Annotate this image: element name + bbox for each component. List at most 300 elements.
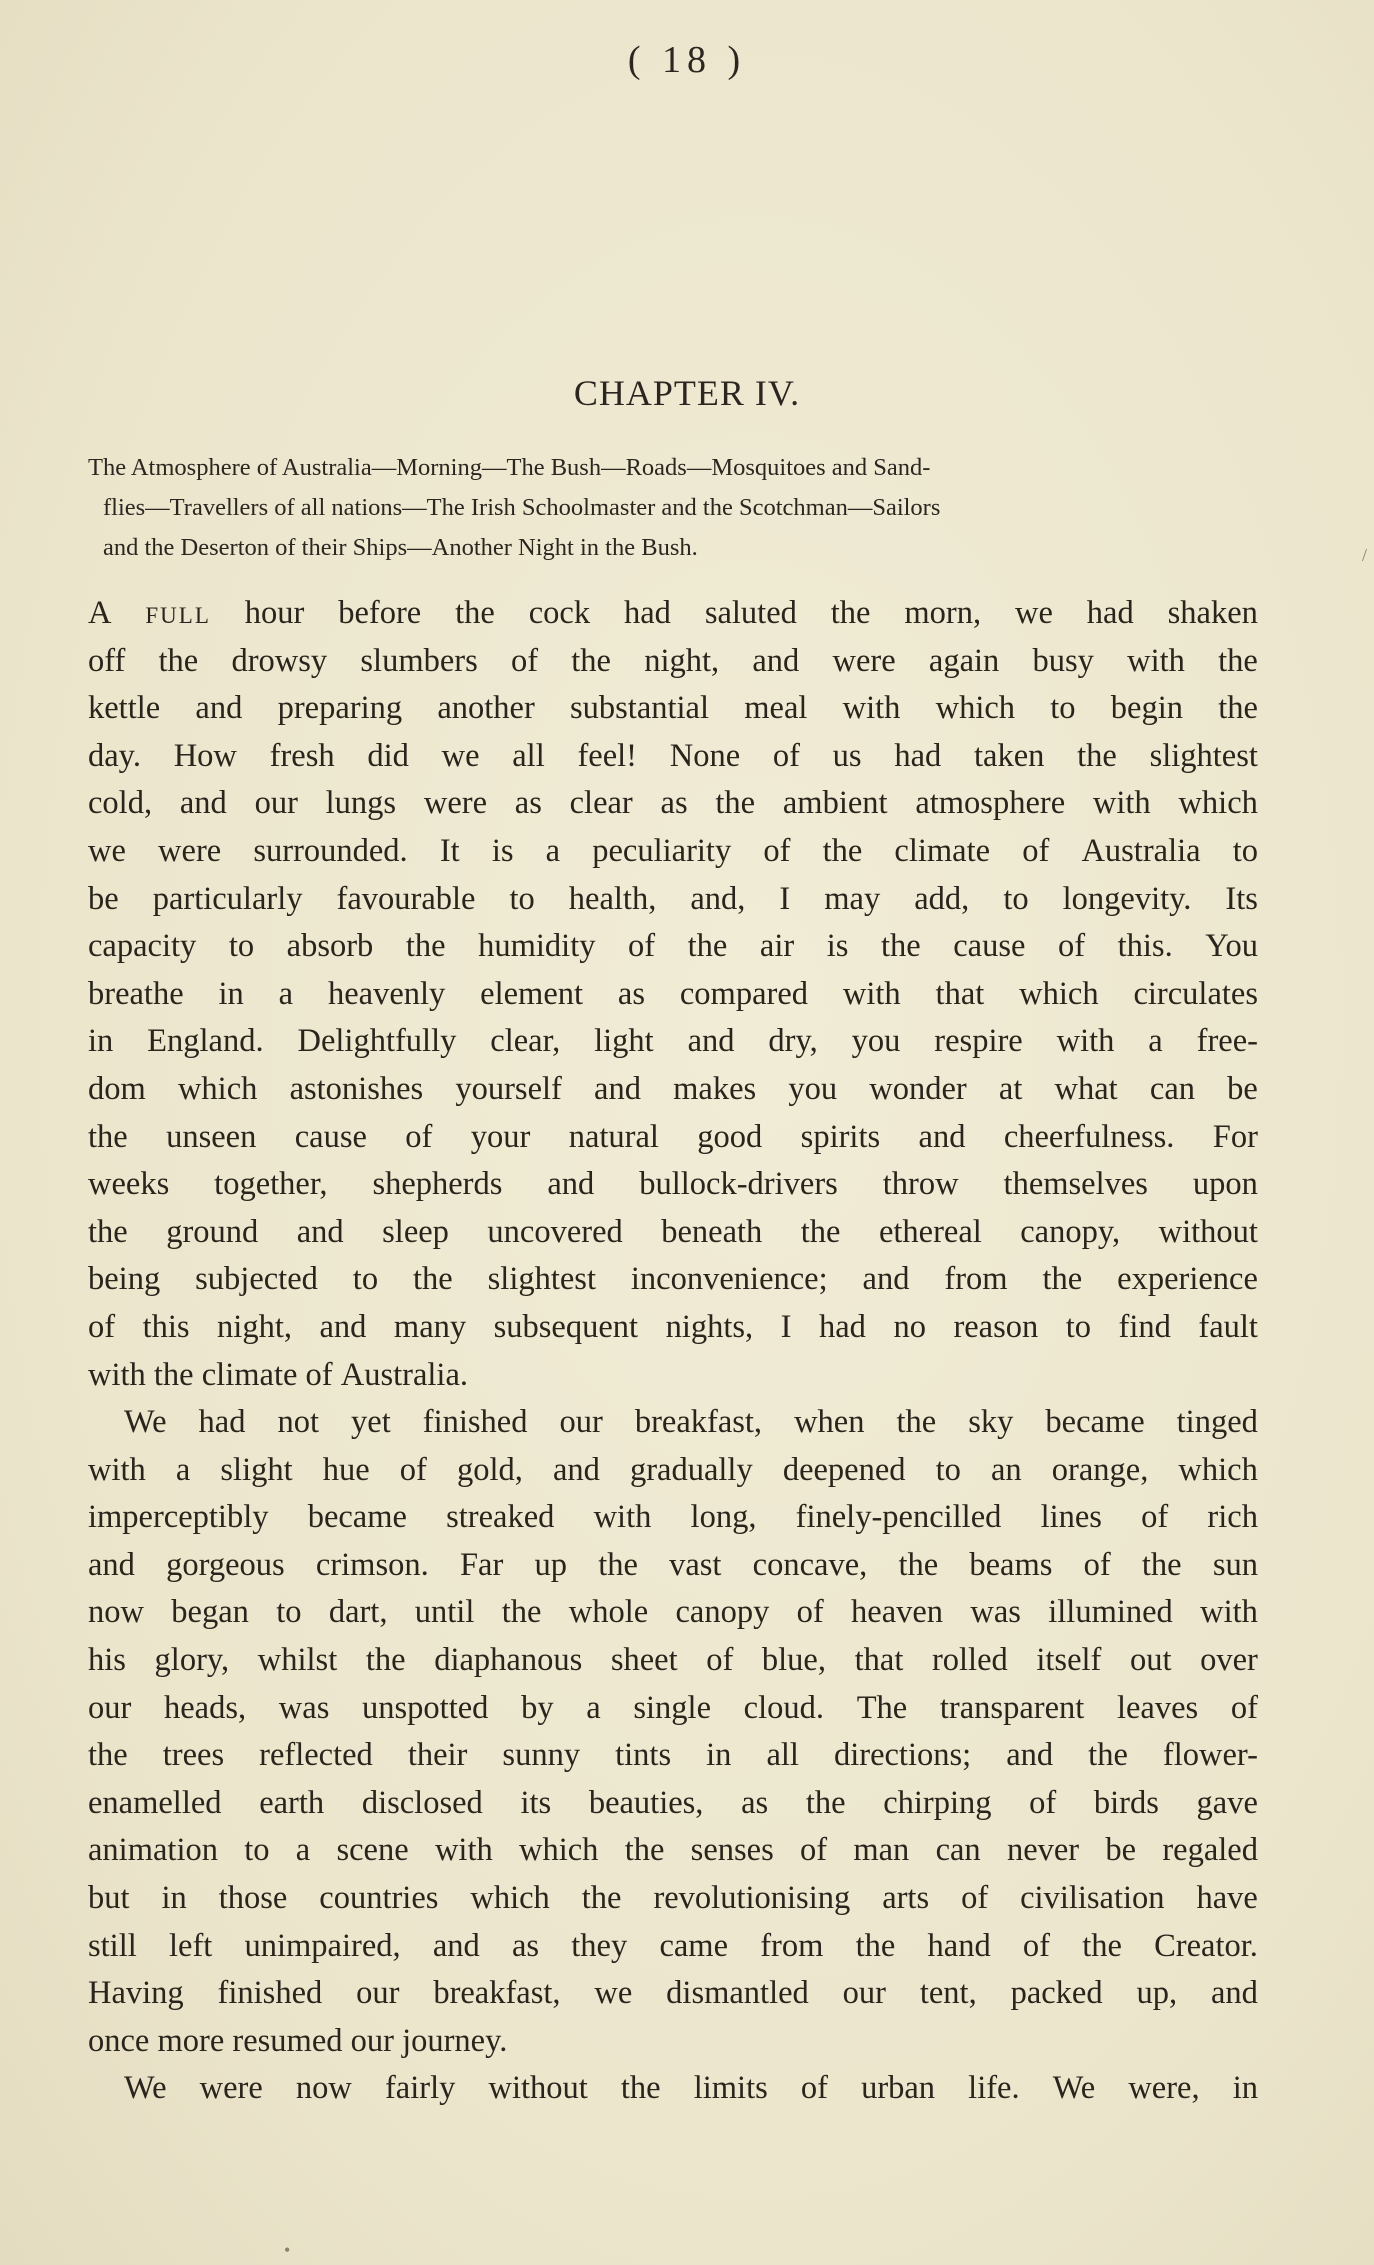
word: an bbox=[990, 1451, 1022, 1488]
word: we bbox=[594, 1975, 633, 2012]
word: the bbox=[501, 1594, 542, 1631]
word: a bbox=[175, 1451, 191, 1488]
word: whilst bbox=[257, 1642, 338, 1679]
word: revolutionising bbox=[653, 1880, 851, 1917]
word: of bbox=[88, 1308, 116, 1345]
word: blue, bbox=[761, 1642, 826, 1679]
page-number: ( 18 ) bbox=[627, 39, 747, 81]
body-text bbox=[88, 590, 1258, 2113]
text-line bbox=[88, 2018, 1258, 2066]
word: dom bbox=[88, 1070, 146, 1107]
word: a bbox=[586, 1689, 601, 1726]
word: gorgeous bbox=[166, 1546, 285, 1583]
word: tints bbox=[615, 1737, 672, 1774]
word: trees bbox=[162, 1737, 225, 1774]
word: the bbox=[896, 1404, 937, 1441]
word: humidity bbox=[478, 928, 596, 965]
word: to bbox=[1065, 1308, 1092, 1345]
word: can bbox=[935, 1832, 981, 1869]
word: a bbox=[295, 1832, 311, 1869]
word: of bbox=[1230, 1689, 1258, 1726]
word: without bbox=[1158, 1213, 1258, 1250]
word: together, bbox=[214, 1166, 328, 1203]
word: with bbox=[1200, 1594, 1258, 1631]
word: never bbox=[1006, 1832, 1080, 1869]
word: of bbox=[305, 1356, 333, 1393]
word: left bbox=[168, 1927, 213, 1964]
word: of bbox=[772, 737, 800, 774]
word: canopy bbox=[675, 1594, 770, 1631]
word: The bbox=[856, 1689, 908, 1726]
word: urban bbox=[861, 2070, 936, 2107]
word: we bbox=[441, 737, 480, 774]
word: the bbox=[1082, 1927, 1122, 1964]
word: as bbox=[617, 975, 645, 1012]
word: in bbox=[218, 975, 244, 1012]
text-line bbox=[88, 1970, 1258, 2018]
word: the bbox=[855, 1927, 896, 1964]
word: of bbox=[1022, 832, 1050, 869]
word: with bbox=[593, 1499, 652, 1536]
word: packed bbox=[1010, 1975, 1103, 2012]
word: our bbox=[88, 1689, 132, 1726]
word: unseen bbox=[166, 1118, 257, 1155]
word: and bbox=[432, 1927, 480, 1964]
word: peculiarity bbox=[592, 832, 732, 869]
text-line bbox=[88, 1589, 1258, 1637]
word: earth bbox=[259, 1784, 325, 1821]
margin-dot: • bbox=[284, 2240, 291, 2260]
chapter-synopsis bbox=[88, 448, 1258, 568]
word: to bbox=[228, 928, 255, 965]
word: and bbox=[1006, 1737, 1054, 1774]
word: was bbox=[970, 1594, 1021, 1631]
word: of bbox=[1057, 928, 1086, 965]
word: crimson. bbox=[315, 1546, 429, 1583]
word: the bbox=[800, 1213, 841, 1250]
word: in bbox=[88, 1023, 114, 1060]
word: be bbox=[1105, 1832, 1137, 1869]
word: disclosed bbox=[361, 1784, 483, 1821]
word: became bbox=[1045, 1404, 1145, 1441]
word: our bbox=[559, 1404, 603, 1441]
word: civilisation bbox=[1020, 1880, 1165, 1917]
word: as bbox=[511, 1927, 540, 1964]
text-line bbox=[88, 1637, 1258, 1685]
word: clear bbox=[569, 785, 633, 822]
word: themselves bbox=[1003, 1166, 1148, 1203]
word: and bbox=[296, 1213, 344, 1250]
word: begin bbox=[1110, 690, 1183, 727]
word: cheerfulness. bbox=[1003, 1118, 1175, 1155]
word: England. bbox=[147, 1023, 264, 1060]
word: limits bbox=[693, 2070, 768, 2107]
word: finished bbox=[217, 1975, 323, 2012]
word: senses bbox=[690, 1832, 774, 1869]
word: day. bbox=[88, 737, 141, 774]
synopsis-line: flies—Travellers of all nations—The Irish Schoolmaster and the Scotchman—Sailors bbox=[103, 494, 941, 521]
word: the bbox=[88, 1118, 128, 1155]
word: by bbox=[521, 1689, 554, 1726]
synopsis-line: and the Deserton of their Ships—Another Night in the Bush. bbox=[103, 534, 698, 561]
word: inconvenience; bbox=[630, 1261, 828, 1298]
word: animation bbox=[88, 1832, 218, 1869]
synopsis-line: The Atmosphere of Australia—Morning—The Bush—Roads—Mosquitoes and Sand- bbox=[88, 454, 931, 481]
word: slumbers bbox=[360, 642, 478, 679]
word: the bbox=[413, 1261, 453, 1298]
word: with bbox=[842, 975, 901, 1012]
text-line bbox=[88, 828, 1258, 876]
word: to bbox=[244, 1832, 270, 1869]
text-line bbox=[88, 638, 1258, 686]
word: shaken bbox=[1167, 595, 1258, 631]
word: have bbox=[1196, 1880, 1258, 1917]
word: How bbox=[173, 737, 237, 774]
word: the bbox=[405, 928, 446, 965]
word: another bbox=[437, 690, 535, 727]
word: lungs bbox=[325, 785, 397, 822]
word: and, bbox=[690, 880, 746, 917]
opening-word: full bbox=[145, 595, 211, 631]
word: be bbox=[88, 880, 119, 917]
word: the bbox=[805, 1784, 846, 1821]
word: feel! bbox=[577, 737, 637, 774]
word: add, bbox=[914, 880, 970, 917]
text-line bbox=[88, 1685, 1258, 1733]
word: imperceptibly bbox=[88, 1499, 269, 1536]
text-line bbox=[88, 1827, 1258, 1875]
word: to bbox=[1003, 880, 1029, 917]
word: Australia bbox=[1081, 832, 1201, 869]
text-line bbox=[88, 1494, 1258, 1542]
text-line bbox=[88, 1256, 1258, 1304]
word: ethereal bbox=[878, 1213, 982, 1250]
word: what bbox=[1054, 1070, 1118, 1107]
word: from bbox=[944, 1261, 1008, 1298]
word: heaven bbox=[851, 1594, 944, 1631]
word: of bbox=[796, 1594, 824, 1631]
word: being bbox=[88, 1261, 161, 1298]
word: of bbox=[961, 1880, 989, 1917]
word: the bbox=[620, 2070, 661, 2107]
word: regaled bbox=[1162, 1832, 1258, 1869]
word: gradually bbox=[629, 1451, 753, 1488]
word: fairly bbox=[384, 2070, 456, 2107]
word: hour bbox=[244, 595, 305, 631]
word: I bbox=[779, 880, 791, 917]
word: tent, bbox=[919, 1975, 977, 2012]
word: of bbox=[763, 832, 791, 869]
word: cold, bbox=[88, 785, 153, 822]
word: which bbox=[518, 1832, 599, 1869]
word: until bbox=[414, 1594, 475, 1631]
word: flower- bbox=[1162, 1737, 1258, 1774]
word: scene bbox=[336, 1832, 409, 1869]
word: leaves bbox=[1116, 1689, 1199, 1726]
word: a bbox=[545, 832, 561, 869]
word: life. bbox=[968, 2070, 1020, 2107]
word: itself bbox=[1036, 1642, 1102, 1679]
text-line bbox=[88, 1304, 1258, 1352]
word: taken bbox=[973, 737, 1045, 774]
word: a bbox=[1148, 1023, 1163, 1060]
word: all bbox=[766, 1737, 799, 1774]
word: vast bbox=[669, 1546, 722, 1583]
word: the bbox=[365, 1642, 406, 1679]
word: tinged bbox=[1176, 1404, 1258, 1441]
word: we bbox=[88, 832, 126, 869]
word: It bbox=[439, 832, 460, 869]
word: the bbox=[1042, 1261, 1083, 1298]
word: before bbox=[338, 595, 422, 631]
word: ground bbox=[166, 1213, 259, 1250]
word: fault bbox=[1198, 1308, 1258, 1345]
word: Far bbox=[459, 1546, 504, 1583]
word: this. bbox=[1117, 928, 1173, 965]
word: sheet bbox=[610, 1642, 678, 1679]
word: our bbox=[254, 785, 298, 822]
word: slight bbox=[220, 1451, 293, 1488]
word: heads, bbox=[164, 1689, 247, 1726]
word: more bbox=[157, 2022, 225, 2059]
word: the bbox=[1088, 1737, 1128, 1774]
word: was bbox=[278, 1689, 330, 1726]
text-line bbox=[88, 1399, 1258, 1447]
word: out bbox=[1129, 1642, 1172, 1679]
word: and bbox=[1210, 1975, 1258, 2012]
word: of bbox=[1022, 1927, 1050, 1964]
word: you bbox=[851, 1023, 901, 1060]
word: over bbox=[1200, 1642, 1258, 1679]
word: did bbox=[367, 737, 409, 774]
word: rich bbox=[1207, 1499, 1258, 1536]
word: us bbox=[832, 737, 862, 774]
word: had bbox=[1086, 595, 1134, 631]
word: our bbox=[356, 1975, 400, 2012]
text-line bbox=[88, 685, 1258, 733]
word: birds bbox=[1093, 1784, 1159, 1821]
word: from bbox=[760, 1927, 824, 1964]
word: slightest bbox=[487, 1261, 596, 1298]
word: illumined bbox=[1048, 1594, 1173, 1631]
text-line bbox=[88, 1161, 1258, 1209]
word: with bbox=[842, 690, 901, 727]
word: For bbox=[1212, 1118, 1258, 1155]
word: the bbox=[624, 1832, 665, 1869]
text-line bbox=[88, 1066, 1258, 1114]
word: man bbox=[853, 1832, 910, 1869]
word: no bbox=[893, 1308, 926, 1345]
word: enamelled bbox=[88, 1784, 222, 1821]
word: and bbox=[88, 1546, 135, 1583]
word: is bbox=[491, 832, 514, 869]
text-line bbox=[88, 1447, 1258, 1495]
word: climate bbox=[894, 832, 991, 869]
word: subsequent bbox=[493, 1308, 639, 1345]
word: that bbox=[935, 975, 985, 1012]
text-line bbox=[88, 733, 1258, 781]
word: heavenly bbox=[327, 975, 446, 1012]
word: and bbox=[687, 1023, 735, 1060]
word: as bbox=[514, 785, 542, 822]
word: came bbox=[659, 1927, 728, 1964]
word: the bbox=[1141, 1546, 1182, 1583]
word: experience bbox=[1117, 1261, 1258, 1298]
word: beneath bbox=[661, 1213, 763, 1250]
word: long, bbox=[690, 1499, 757, 1536]
word: diaphanous bbox=[434, 1642, 583, 1679]
chapter-title: CHAPTER IV. bbox=[573, 373, 801, 413]
word: of bbox=[706, 1642, 734, 1679]
word: breathe bbox=[88, 975, 184, 1012]
word: to bbox=[1232, 832, 1258, 869]
word: can bbox=[1149, 1070, 1195, 1107]
word: which bbox=[1019, 975, 1099, 1012]
word: chirping bbox=[883, 1784, 992, 1821]
word: cause bbox=[953, 928, 1026, 965]
word: with bbox=[1056, 1023, 1115, 1060]
word: rolled bbox=[931, 1642, 1008, 1679]
text-line bbox=[88, 1732, 1258, 1780]
word: preparing bbox=[277, 690, 403, 727]
word: they bbox=[571, 1927, 628, 1964]
word: air bbox=[759, 928, 795, 965]
word: whole bbox=[568, 1594, 649, 1631]
word: meal bbox=[744, 690, 808, 727]
word: dart, bbox=[328, 1594, 388, 1631]
word: We bbox=[124, 1404, 167, 1441]
word: those bbox=[218, 1880, 288, 1917]
word: directions; bbox=[833, 1737, 972, 1774]
word: wonder bbox=[869, 1070, 967, 1107]
word: countries bbox=[319, 1880, 439, 1917]
word: were bbox=[158, 832, 222, 869]
word: you bbox=[788, 1070, 838, 1107]
word: which bbox=[177, 1070, 258, 1107]
text-line bbox=[88, 1018, 1258, 1066]
word: the bbox=[898, 1546, 939, 1583]
word: slightest bbox=[1149, 737, 1258, 774]
word: cock bbox=[528, 595, 591, 631]
word: the bbox=[715, 785, 756, 822]
word: not bbox=[277, 1404, 319, 1441]
word: saluted bbox=[704, 595, 797, 631]
word: free- bbox=[1196, 1023, 1258, 1060]
word: hand bbox=[927, 1927, 991, 1964]
word: your bbox=[470, 1118, 531, 1155]
word: many bbox=[393, 1308, 467, 1345]
word: which bbox=[1178, 1451, 1258, 1488]
word: breakfast, bbox=[634, 1404, 763, 1441]
word: beauties, bbox=[588, 1784, 704, 1821]
word: streaked bbox=[446, 1499, 555, 1536]
word: the bbox=[571, 642, 611, 679]
word: and bbox=[862, 1261, 910, 1298]
word: the bbox=[88, 1737, 128, 1774]
word: sleep bbox=[382, 1213, 449, 1250]
word: Australia. bbox=[340, 1356, 468, 1393]
word: and bbox=[195, 690, 243, 727]
word: gold, bbox=[456, 1451, 523, 1488]
word: a bbox=[278, 975, 294, 1012]
word: its bbox=[520, 1784, 552, 1821]
word: the bbox=[581, 1880, 622, 1917]
word: glory, bbox=[154, 1642, 230, 1679]
text-line bbox=[88, 780, 1258, 828]
word: of bbox=[405, 1118, 433, 1155]
word: I bbox=[780, 1308, 792, 1345]
word: the bbox=[158, 642, 199, 679]
word: yourself bbox=[455, 1070, 562, 1107]
word: up bbox=[534, 1546, 567, 1583]
word: became bbox=[307, 1499, 407, 1536]
word: subjected bbox=[195, 1261, 318, 1298]
word: We bbox=[1052, 2070, 1096, 2107]
word: his bbox=[88, 1642, 126, 1679]
word: and bbox=[918, 1118, 966, 1155]
word: finished bbox=[422, 1404, 528, 1441]
word: the bbox=[830, 595, 871, 631]
word: the bbox=[1077, 737, 1117, 774]
word: had bbox=[819, 1308, 866, 1345]
word: all bbox=[512, 737, 545, 774]
word: uncovered bbox=[487, 1213, 623, 1250]
word: Creator. bbox=[1154, 1927, 1258, 1964]
word: our bbox=[350, 2022, 394, 2059]
word: yet bbox=[351, 1404, 391, 1441]
word: kettle bbox=[88, 690, 161, 727]
word: of bbox=[628, 928, 656, 965]
word: orange, bbox=[1051, 1451, 1149, 1488]
word: to bbox=[509, 880, 535, 917]
word: off bbox=[88, 642, 126, 679]
word: that bbox=[854, 1642, 904, 1679]
word: absorb bbox=[286, 928, 374, 965]
word: without bbox=[488, 2070, 588, 2107]
word: journey. bbox=[402, 2022, 508, 2059]
word: which bbox=[935, 690, 1016, 727]
word: in bbox=[161, 1880, 187, 1917]
word: element bbox=[480, 975, 584, 1012]
word: of bbox=[799, 1832, 828, 1869]
word: and bbox=[547, 1166, 595, 1203]
word: busy bbox=[1032, 642, 1094, 679]
word: were bbox=[199, 2070, 263, 2107]
word: single bbox=[633, 1689, 711, 1726]
word: lines bbox=[1040, 1499, 1102, 1536]
word: throw bbox=[882, 1166, 959, 1203]
word: Its bbox=[1225, 880, 1258, 917]
word: sunny bbox=[502, 1737, 581, 1774]
word: shepherds bbox=[372, 1166, 503, 1203]
word: nights, bbox=[665, 1308, 754, 1345]
word: of bbox=[510, 642, 539, 679]
word: sun bbox=[1212, 1546, 1258, 1583]
word: beams bbox=[969, 1546, 1053, 1583]
word: in bbox=[706, 1737, 732, 1774]
word: reason bbox=[953, 1308, 1039, 1345]
word: weeks bbox=[88, 1166, 170, 1203]
word: spirits bbox=[800, 1118, 881, 1155]
word: with bbox=[1127, 642, 1185, 679]
word: the bbox=[598, 1546, 638, 1583]
word: dry, bbox=[768, 1023, 818, 1060]
word: may bbox=[824, 880, 881, 917]
word: and bbox=[552, 1451, 600, 1488]
word: with bbox=[88, 1356, 146, 1393]
word: the bbox=[687, 928, 728, 965]
word: night, bbox=[217, 1308, 292, 1345]
